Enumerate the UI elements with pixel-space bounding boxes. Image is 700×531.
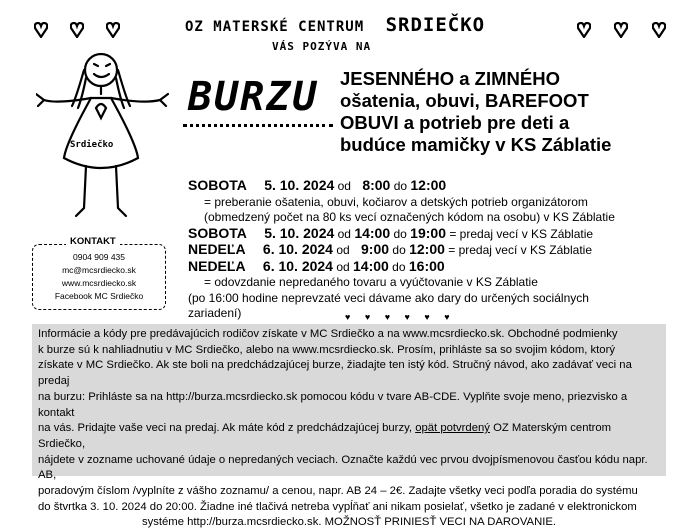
event-title — [340, 68, 690, 156]
schedule-to: 12:00 — [410, 177, 447, 193]
organizer-line — [185, 14, 485, 36]
schedule-date: 5. 10. 2024 — [264, 224, 335, 241]
schedule-row — [188, 259, 688, 276]
schedule-note: (obmedzený počet na 80 ks vecí označených kódom na osobu) v KS Záblatie — [204, 210, 615, 224]
schedule-to: 12:00 — [409, 241, 445, 257]
contact-title: KONTAKT — [66, 236, 120, 247]
schedule-from-word: od — [337, 226, 351, 241]
mascot-label: Srdiečko — [70, 140, 114, 150]
heart-icon — [577, 22, 591, 38]
schedule-to-word: do — [393, 226, 407, 241]
contact-phone: 0904 909 435 — [73, 252, 125, 262]
heart-icon — [652, 22, 666, 38]
schedule-from-word: od — [336, 259, 350, 274]
event-word: BURZU — [188, 74, 319, 120]
schedule-from: 9:00 — [361, 241, 390, 257]
org-prefix: OZ MATERSKÉ CENTRUM — [185, 19, 365, 35]
event-title-line: OBUVI a potrieb pre deti a — [340, 112, 570, 133]
contact-web: www.mcsrdiecko.sk — [61, 278, 137, 288]
schedule-note: = predaj vecí v KS Záblatie — [448, 243, 592, 257]
schedule-to-word: do — [393, 179, 408, 193]
schedule-note: = odovzdanie nepredaného tovaru a vyúčtovanie v KS Záblatie — [204, 275, 538, 289]
info-line-part: na vás. Pridajte vaše veci na predaj. Ak máte kód z predchádzajúcej burzy, — [38, 422, 413, 435]
org-name: SRDIEČKO — [385, 14, 486, 36]
heart-icon-row: ♥ ♥ ♥ ♥ ♥ ♥ — [345, 312, 456, 322]
schedule-note: (po 16:00 hodine neprevzaté veci dávame ako dary do určených sociálnych — [188, 290, 589, 305]
contact-email: mc@mcsrdiecko.sk — [62, 265, 136, 275]
schedule-from: 8:00 — [362, 177, 391, 193]
invite-line: VÁS POZÝVA NA — [272, 40, 372, 53]
info-underlined: opät potvrdený — [415, 422, 490, 435]
schedule-date: 6. 10. 2024 — [262, 241, 333, 257]
heart-icon — [106, 22, 120, 38]
info-line: k burze sú k nahliadnutiu v MC Srdiečko, alebo na www.mcsrdiecko.sk. Prosím, prihláste sa so svojim kódom, ktorý — [38, 343, 615, 356]
info-line: systéme http://burza.mcsrdiecko.sk. MOŽNOSŤ PRINIESŤ VECI NA DAROVANIE. — [141, 516, 557, 529]
schedule-day: SOBOTA — [188, 177, 247, 193]
schedule-row — [188, 242, 688, 259]
info-line-part: OZ Materským centrom Srdiečko, — [38, 422, 612, 450]
schedule-note: = preberanie ošatenia, obuvi, kočiarov a detských potrieb organizátorom — [204, 194, 588, 209]
info-line — [38, 421, 660, 452]
info-line: získate v MC Srdiečko. Ak ste boli na predchádzajúcej burze, žiadajte ten istý kód. Stručný návod, ako zadávať veci na predaj — [38, 359, 632, 388]
schedule-to: 19:00 — [410, 224, 446, 241]
contact-box — [32, 244, 166, 310]
schedule-from-word: od — [336, 243, 350, 257]
schedule-note: zariadení) — [188, 306, 242, 320]
schedule-date: 5. 10. 2024 — [264, 177, 335, 193]
event-title-line: ošatenia, obuvi, BAREFOOT — [340, 90, 589, 111]
schedule-to-word: do — [392, 243, 406, 257]
schedule-from: 14:00 — [353, 257, 389, 274]
schedule-from: 14:00 — [354, 224, 391, 241]
info-box — [32, 324, 666, 529]
schedule-to-word: do — [392, 259, 406, 274]
schedule-day: SOBOTA — [188, 224, 247, 241]
info-line: na burzu: Prihláste sa na http://burza.mcsrdiecko.sk pomocou kódu v tvare AB-CDE. Vyplňte svoje meno, priezvisko a kontakt — [38, 390, 628, 419]
schedule-day: NEDEĽA — [188, 241, 246, 257]
contact-facebook: Facebook MC Srdiečko — [54, 291, 144, 301]
heart-icon — [34, 22, 48, 38]
schedule-to: 16:00 — [408, 257, 445, 274]
dotted-divider — [183, 124, 333, 127]
schedule — [188, 178, 688, 322]
schedule-date: 6. 10. 2024 — [262, 257, 333, 274]
heart-icon — [70, 22, 84, 38]
event-title-line: budúce mamičky v KS Záblatie — [340, 134, 612, 155]
info-line: nájdete v zozname uchované údaje o nepredaných veciach. Označte každú vec prvou dvojpísmenovou časťou kódu napr. AB, — [38, 453, 648, 482]
schedule-row — [188, 178, 688, 195]
heart-icon — [614, 22, 628, 38]
info-line: Informácie a kódy pre predávajúcich rodičov získate v MC Srdiečko a na www.mcsrdiecko.sk. Obchodné podmienky — [38, 328, 618, 340]
event-title-line: JESENNÉHO a ZIMNÉHO — [340, 68, 560, 89]
info-line: poradovým číslom /vyplníte z vášho zoznamu/ a cenou, napr. AB 24 – 2€. Zadajte všetky veci podľa poradia do systému — [38, 485, 638, 498]
info-line: do štvrtka 3. 10. 2024 do 20:00. Žiadne iné tlačivá netreba vypĺňať ani nikam posielať, všetko je zadané v elektronickom — [38, 500, 637, 513]
schedule-day: NEDEĽA — [188, 257, 246, 274]
schedule-from-word: od — [337, 179, 351, 193]
schedule-note: = predaj vecí v KS Záblatie — [449, 226, 594, 241]
mascot-illustration — [36, 48, 170, 223]
schedule-row — [188, 226, 688, 243]
